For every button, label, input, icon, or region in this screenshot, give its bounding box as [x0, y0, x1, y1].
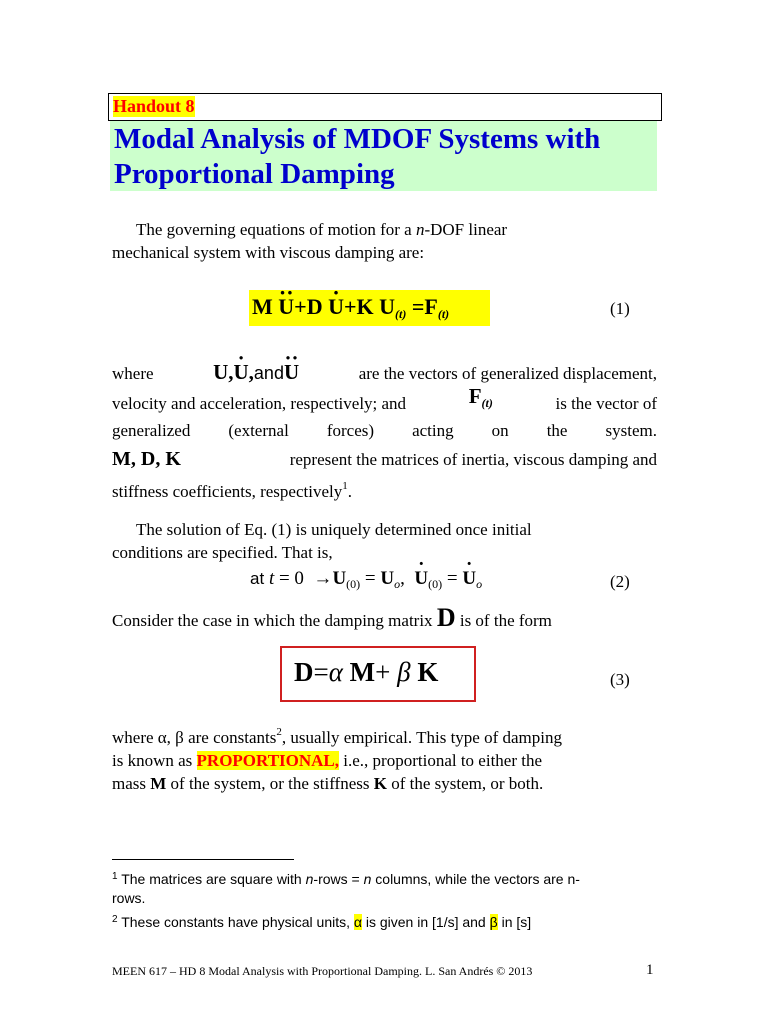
matrix-symbols: M, D, K	[112, 448, 181, 470]
equation-3: D=α M+ β K	[280, 646, 476, 702]
intro-text: The governing equations of motion for a	[136, 220, 416, 239]
at-word: at	[250, 569, 265, 588]
para-text: represent the matrices of inertia, viscous damping and	[289, 450, 657, 469]
para-text: The solution of Eq. (1) is uniquely determined once initial	[136, 520, 532, 539]
consider-paragraph	[112, 603, 660, 632]
para-text: , usually empirical. This type of damping	[281, 728, 562, 747]
footnote-text: columns, while the vectors are n-	[371, 871, 580, 887]
handout-box	[108, 93, 662, 121]
para-text: i.e., proportional to either the	[339, 751, 543, 770]
page-title-line2: Proportional Damping	[114, 158, 395, 190]
para-text: generalized (external forces) acting on the system.	[112, 421, 657, 440]
para-text: mass	[112, 774, 151, 793]
para-text: Consider the case in which the damping matrix	[112, 611, 433, 630]
para-text: .	[347, 482, 352, 501]
beta-highlight: β	[489, 914, 498, 930]
proportional-paragraph	[112, 721, 660, 795]
alpha-highlight: α	[353, 914, 362, 930]
equation-1-number: (1)	[610, 299, 630, 318]
page-footer: MEEN 617 – HD 8 Modal Analysis with Proportional Damping. L. San Andrés © 2013	[112, 964, 533, 978]
footnote-text: n	[363, 871, 372, 887]
footnote-text: is given in [1/s] and	[361, 914, 490, 930]
title-block	[110, 121, 657, 191]
footnote-text: -rows =	[313, 871, 364, 887]
para-text: is of the form	[459, 611, 552, 630]
intro-paragraph	[112, 218, 660, 264]
intro-text: -DOF linear	[424, 220, 508, 239]
para-text: is known as	[112, 751, 197, 770]
page-title-line1: Modal Analysis of MDOF Systems with	[114, 123, 601, 155]
footnote-text: The matrices are square with	[117, 871, 306, 887]
footnote-ref-1: 1	[342, 480, 348, 492]
footnote-2	[112, 910, 652, 932]
para-text: of the system, or the stiffness	[166, 774, 374, 793]
footnote-text: in [s]	[497, 914, 532, 930]
footnote-text: These constants have physical units,	[117, 914, 354, 930]
m-symbol: M	[150, 774, 167, 793]
where-paragraph	[112, 355, 657, 503]
n-variable: n	[415, 220, 425, 239]
footnote-text: n	[305, 871, 314, 887]
footnote-ref-2: 2	[276, 726, 282, 738]
footnote-mark: 1	[112, 871, 118, 882]
k-symbol: K	[373, 774, 387, 793]
equation-1: M ·· U+D · U+K $U_{(t)} =F_{(t)}$	[249, 290, 490, 326]
para-text: where α, β are constants	[112, 728, 277, 747]
para-text: is the vector of	[555, 394, 657, 413]
para-text: velocity and acceleration, respectively; and	[112, 394, 407, 413]
footnote-divider	[112, 859, 294, 860]
handout-label: Handout 8	[113, 96, 195, 116]
para-text: conditions are specified. That is,	[112, 543, 333, 562]
page-number: 1	[646, 962, 654, 978]
para-text: are the vectors of generalized displacement,	[358, 364, 657, 383]
para-text: of the system, or both.	[386, 774, 544, 793]
equation-2: at $t = 0 \to U_{(0)} = U_o$, · $U_{(0)}$ = · $U_o$	[250, 568, 482, 592]
footnotes	[112, 867, 652, 932]
footnote-mark: 2	[112, 914, 118, 925]
solution-paragraph	[112, 518, 660, 564]
proportional-highlight: PROPORTIONAL,	[196, 751, 340, 770]
vector-symbols: U,· U,and·· U	[213, 361, 299, 385]
footnote-1	[112, 867, 652, 908]
equation-3-number: (3)	[610, 670, 630, 689]
force-symbol: $F_{(t)}$	[468, 384, 493, 410]
intro-text: mechanical system with viscous damping are:	[112, 243, 425, 262]
equation-2-number: (2)	[610, 572, 630, 591]
d-symbol: D	[436, 603, 456, 632]
para-text: stiffness coefficients, respectively	[112, 482, 343, 501]
footnote-text: rows.	[112, 890, 146, 906]
para-text: where	[112, 364, 154, 383]
